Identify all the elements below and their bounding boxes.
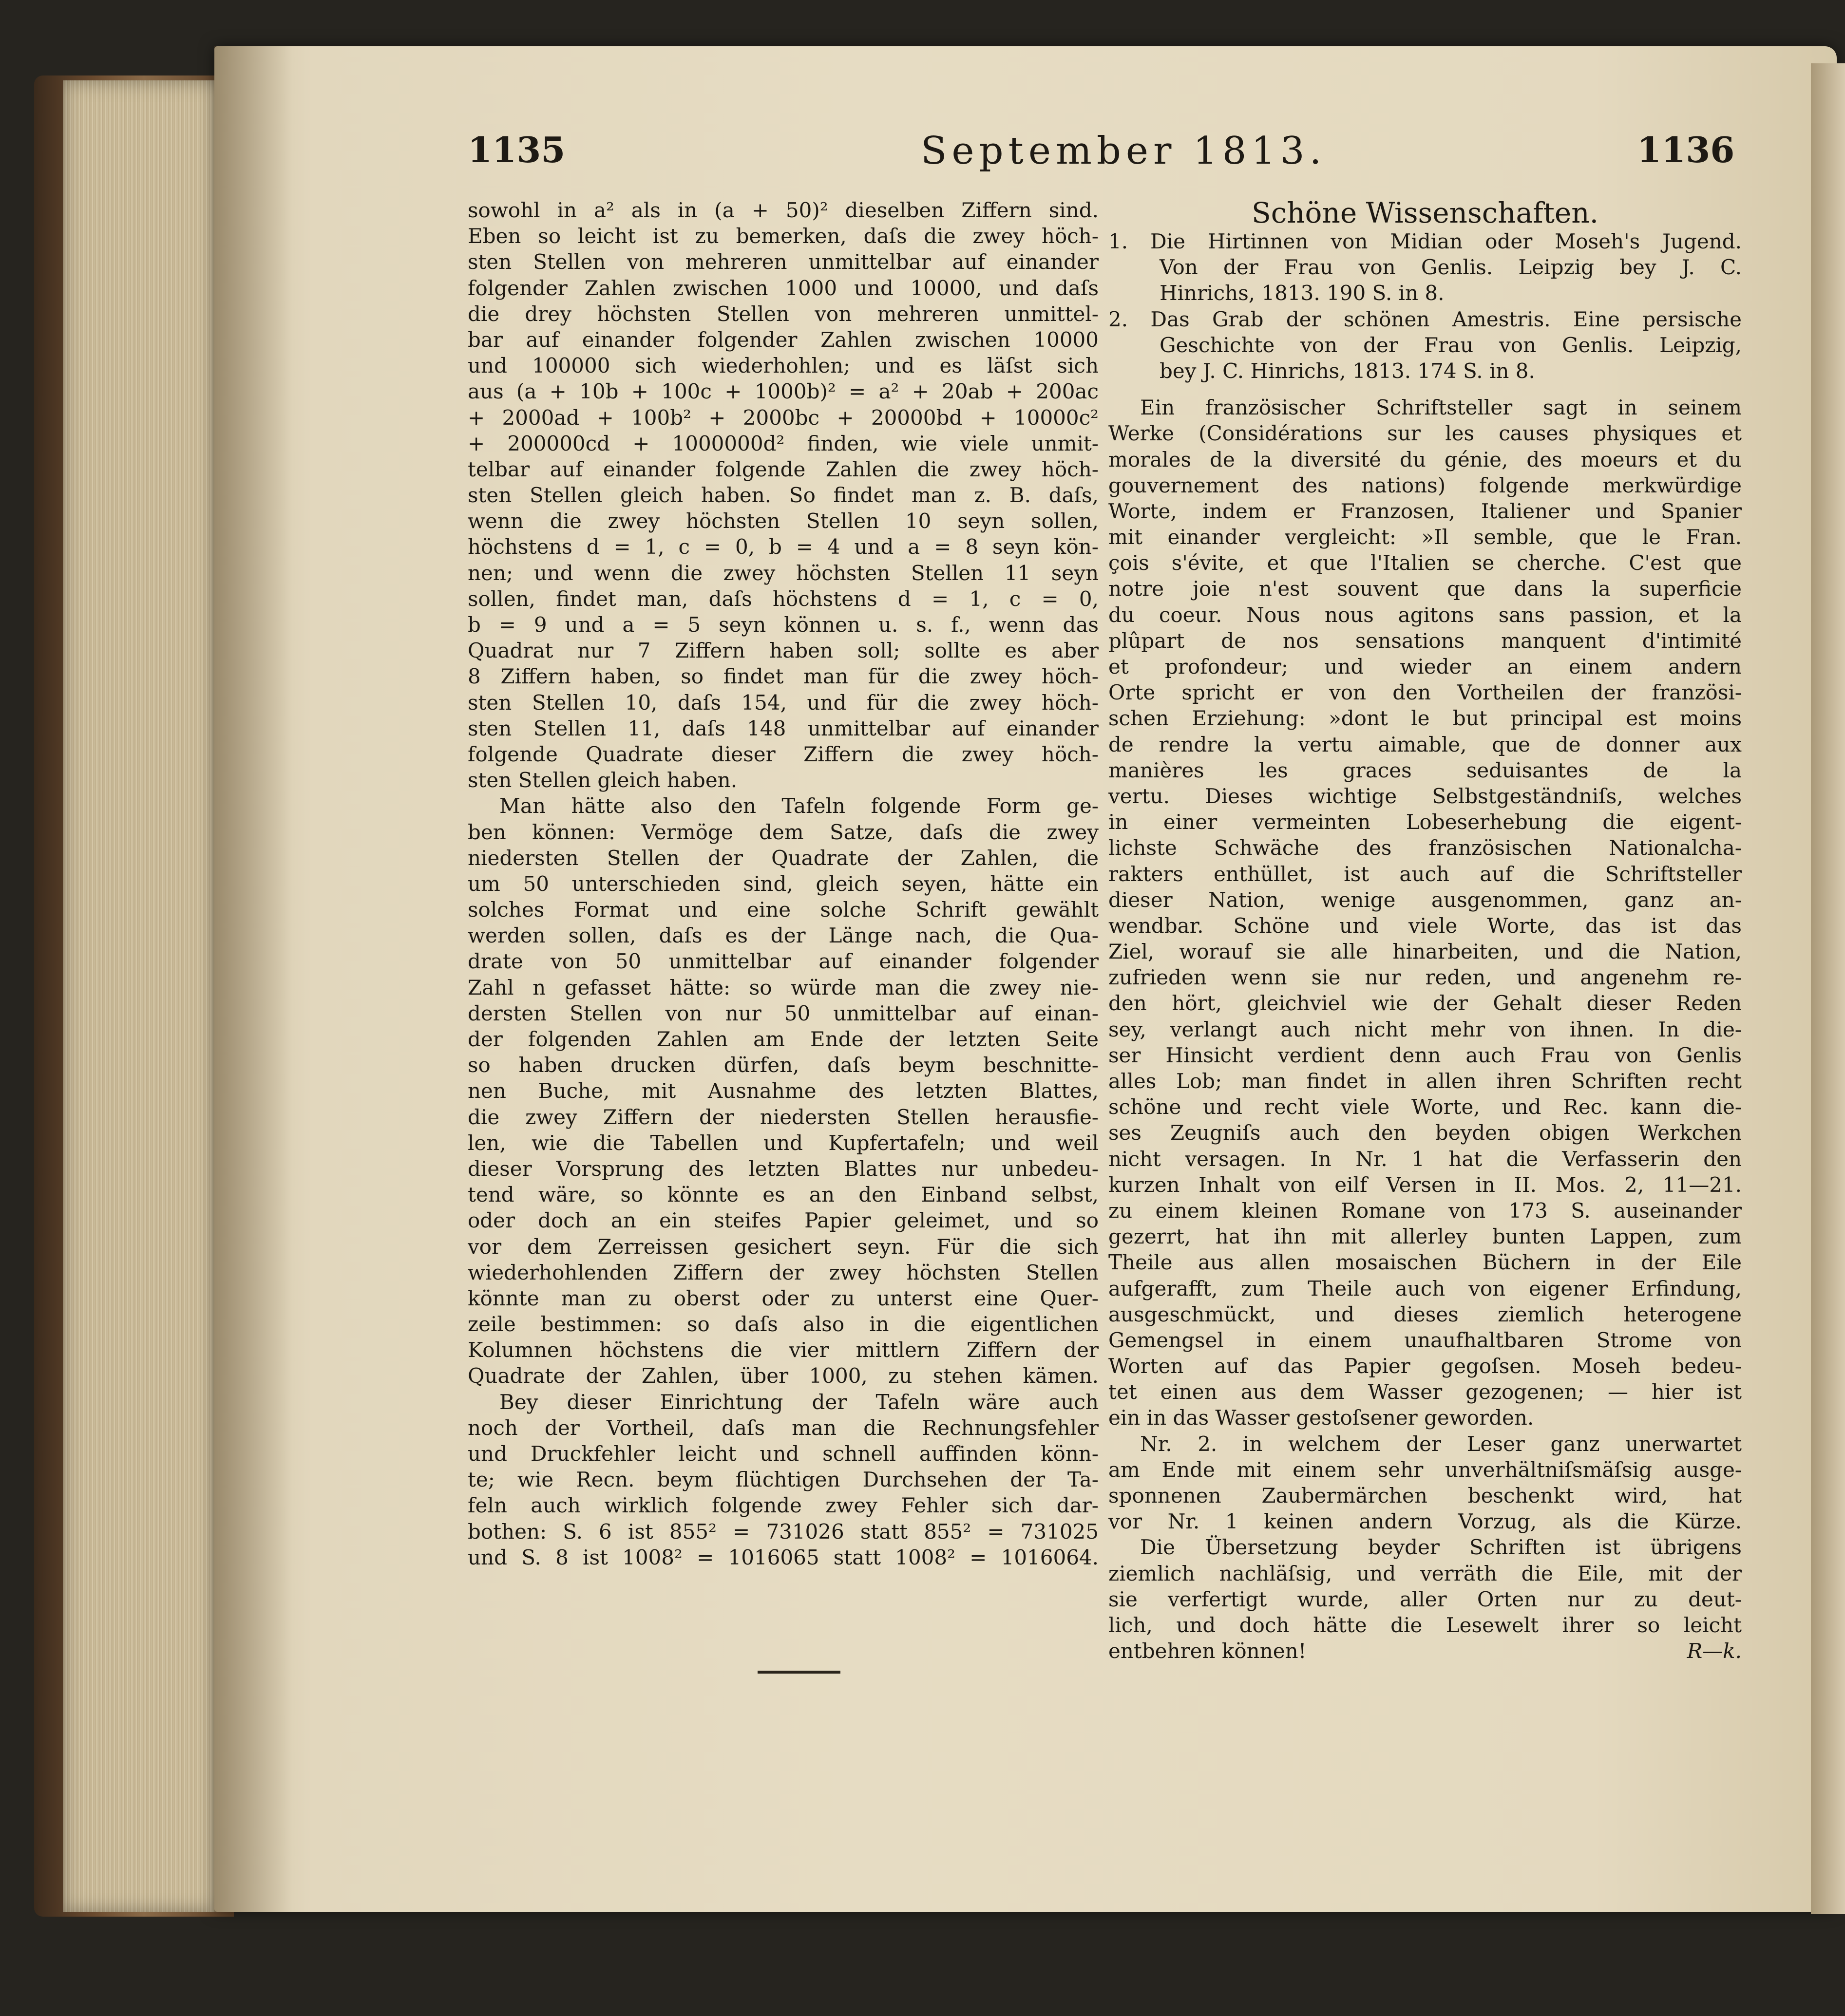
text-line: aus (a + 10b + 100c + 1000b)² = a² + 20ab + 200ac: [468, 379, 1099, 404]
text-line: sie verfertigt wurde, aller Orten nur zu deut-: [1108, 1587, 1742, 1611]
text-line: Eben so leicht ist zu bemerken, daſs die zwey höch-: [468, 224, 1099, 248]
text-line: wendbar. Schöne und viele Worte, das ist das: [1108, 913, 1742, 938]
text-line: kurzen Inhalt von eilf Versen in II. Mos. 2, 11—21.: [1108, 1172, 1742, 1197]
text-line: ziemlich nachläſsig, und verräth die Eile, mit der: [1108, 1561, 1742, 1585]
text-line: ben können: Vermöge dem Satze, daſs die zwey: [468, 820, 1099, 844]
text-line: len, wie die Tabellen und Kupfertafeln; und weil: [468, 1130, 1099, 1155]
text-line: und S. 8 ist 1008² = 1016065 statt 1008² = 1016064.: [468, 1545, 1099, 1569]
text-line: sponnenen Zaubermärchen beschenkt wird, hat: [1108, 1484, 1742, 1507]
text-line: lichste Schwäche des französischen Nationalcha-: [1108, 836, 1742, 860]
text-line: Quadrat nur 7 Ziffern haben soll; sollte es aber: [468, 639, 1099, 663]
text-line: zufrieden wenn sie nur reden, und angenehm re-: [1108, 965, 1742, 990]
text-line: der folgenden Zahlen am Ende der letzten Seite: [468, 1027, 1099, 1051]
text-line: in einer vermeinten Lobeserhebung die eigent-: [1108, 810, 1742, 834]
text-line: sowohl in a² als in (a + 50)² dieselben Ziffern sind.: [468, 198, 1099, 222]
text-line: sten Stellen 10, daſs 154, und für die zwey höch-: [468, 690, 1099, 715]
text-line: 8 Ziffern haben, so findet man für die zwey höch-: [468, 664, 1099, 689]
text-line: zu einem kleinen Romane von 173 S. auseinander: [1108, 1198, 1742, 1223]
text-line: oder doch an ein steifes Papier geleimet, und so: [468, 1208, 1099, 1233]
text-line: ses Zeugniſs auch den beyden obigen Werkchen: [1108, 1121, 1742, 1145]
text-line: du coeur. Nous nous agitons sans passion, et la: [1108, 603, 1742, 627]
text-line: + 2000ad + 100b² + 2000bc + 20000bd + 10000c²: [468, 405, 1099, 430]
text-line: dersten Stellen von nur 50 unmittelbar auf einan-: [468, 1001, 1099, 1025]
left-page-number: 1135: [468, 129, 566, 170]
running-header-title: September 1813.: [921, 129, 1327, 173]
text-line: vor Nr. 1 keinen andern Vorzug, als die Kürze.: [1108, 1509, 1742, 1534]
text-line: gouvernement des nations) folgende merkwürdige: [1108, 473, 1742, 497]
text-line: aufgerafft, zum Theile auch von eigener Erfindung,: [1108, 1276, 1742, 1300]
text-line: nicht versagen. In Nr. 1 hat die Verfasserin den: [1108, 1147, 1742, 1171]
text-line: schen Erziehung: »dont le but principal est moins: [1108, 706, 1742, 731]
text-line: wiederhohlenden Ziffern der zwey höchsten Stellen: [468, 1260, 1099, 1284]
text-line: bothen: S. 6 ist 855² = 731026 statt 855² = 731025: [468, 1519, 1099, 1544]
text-line: höchstens d = 1, c = 0, b = 4 und a = 8 seyn kön-: [468, 535, 1099, 559]
text-line: vertu. Dieses wichtige Selbstgeständniſs, welches: [1108, 784, 1742, 808]
text-line: bar auf einander folgender Zahlen zwischen 10000: [468, 327, 1099, 352]
text-line: und Druckfehler leicht und schnell auffinden könn-: [468, 1442, 1099, 1466]
text-line: die drey höchsten Stellen von mehreren unmittel-: [468, 301, 1099, 326]
text-line: de rendre la vertu aimable, que de donner aux: [1108, 732, 1742, 756]
text-line: notre joie n'est souvent que dans la superficie: [1108, 577, 1742, 601]
text-line: vor dem Zerreissen gesichert seyn. Für die sich: [468, 1234, 1099, 1259]
text-line: den hört, gleichviel wie der Gehalt dieser Reden: [1108, 991, 1742, 1016]
text-line: Die Übersetzung beyder Schriften ist übrigens: [1140, 1535, 1742, 1560]
text-line: + 200000cd + 1000000d² finden, wie viele unmit-: [468, 431, 1099, 455]
text-line: Man hätte also den Tafeln folgende Form ge-: [499, 794, 1099, 818]
text-line: 2. Das Grab der schönen Amestris. Eine persische: [1108, 307, 1742, 331]
text-line: Worte, indem er Franzosen, Italiener und Spanier: [1108, 499, 1742, 523]
text-line: Bey dieser Einrichtung der Tafeln wäre auch: [499, 1390, 1099, 1414]
review-signature: R—k.: [1687, 1639, 1742, 1663]
page-stack-edge: [63, 80, 229, 1912]
text-line: telbar auf einander folgende Zahlen die zwey höch-: [468, 457, 1099, 481]
section-title: Schöne Wissenschaften.: [1251, 196, 1599, 229]
text-line: bey J. C. Hinrichs, 1813. 174 S. in 8.: [1160, 358, 1535, 383]
text-line: Geschichte von der Frau von Genlis. Leipzig,: [1160, 333, 1742, 357]
text-line: solches Format und eine solche Schrift gewählt: [468, 898, 1099, 922]
text-line: könnte man zu oberst oder zu unterst eine Quer-: [468, 1286, 1099, 1310]
text-line: so haben drucken dürfen, daſs beym beschnitte-: [468, 1053, 1099, 1077]
text-line: sten Stellen 11, daſs 148 unmittelbar auf einander: [468, 716, 1099, 740]
next-page-edge: [1811, 63, 1845, 1914]
text-line: ser Hinsicht verdient denn auch Frau von Genlis: [1108, 1043, 1742, 1067]
text-line: Von der Frau von Genlis. Leipzig bey J. C.: [1160, 255, 1742, 280]
text-line: dieser Vorsprung des letzten Blattes nur unbedeu-: [468, 1156, 1099, 1181]
text-line: tend wäre, so könnte es an den Einband selbst,: [468, 1183, 1099, 1207]
right-page-number: 1136: [1637, 129, 1735, 170]
text-line: sollen, findet man, daſs höchstens d = 1, c = 0,: [468, 586, 1099, 611]
text-line: ausgeschmückt, und dieses ziemlich heterogene: [1108, 1302, 1742, 1326]
text-line: schöne und recht viele Worte, und Rec. kann die-: [1108, 1095, 1742, 1119]
text-line: entbehren können!: [1108, 1639, 1307, 1663]
text-line: nen Buche, mit Ausnahme des letzten Blattes,: [468, 1079, 1099, 1103]
text-line: gezerrt, hat ihn mit allerley bunten Lappen, zum: [1108, 1225, 1742, 1249]
text-line: Quadrate der Zahlen, über 1000, zu stehen kämen.: [468, 1364, 1099, 1388]
text-line: te; wie Recn. beym flüchtigen Durchsehen der Ta-: [468, 1468, 1099, 1492]
text-line: Kolumnen höchstens die vier mittlern Ziffern der: [468, 1338, 1099, 1362]
text-line: b = 9 und a = 5 seyn können u. s. f., wenn das: [468, 613, 1099, 637]
text-line: sten Stellen gleich haben.: [468, 768, 738, 792]
text-line: morales de la diversité du génie, des moeurs et du: [1108, 447, 1742, 471]
text-line: niedersten Stellen der Quadrate der Zahlen, die: [468, 846, 1099, 870]
text-line: plûpart de nos sensations manquent d'intimité: [1108, 628, 1742, 653]
section-end-rule: [758, 1671, 840, 1674]
text-line: çois s'évite, et que l'Italien se cherche. C'est que: [1108, 551, 1742, 575]
text-line: um 50 unterschieden sind, gleich seyen, hätte ein: [468, 871, 1099, 896]
book-entries: [1108, 228, 1742, 384]
text-line: folgende Quadrate dieser Ziffern die zwey höch-: [468, 742, 1099, 766]
text-line: sten Stellen gleich haben. So findet man z. B. daſs,: [468, 483, 1099, 508]
text-line: sey, verlangt auch nicht mehr von ihnen. In die-: [1108, 1017, 1742, 1041]
text-line: nen; und wenn die zwey höchsten Stellen 11 seyn: [468, 561, 1099, 585]
text-line: Theile aus allen mosaischen Büchern in der Eile: [1108, 1250, 1742, 1275]
text-line: Ziel, worauf sie alle hinarbeiten, und die Nation,: [1108, 940, 1742, 964]
text-line: 1. Die Hirtinnen von Midian oder Moseh's Jugend.: [1108, 229, 1742, 253]
text-line: Ein französischer Schriftsteller sagt in seinem: [1140, 396, 1742, 420]
text-line: dieser Nation, wenige ausgenommen, ganz an-: [1108, 887, 1742, 912]
text-line: am Ende mit einem sehr unverhältniſsmäſsig ausge-: [1108, 1457, 1742, 1482]
text-line: manières les graces seduisantes de la: [1108, 758, 1742, 782]
text-line: die zwey Ziffern der niedersten Stellen herausfie-: [468, 1105, 1099, 1129]
text-line: tet einen aus dem Wasser gezogenen; — hier ist: [1108, 1380, 1742, 1404]
text-line: werden sollen, daſs es der Länge nach, die Qua-: [468, 923, 1099, 948]
text-line: Zahl n gefasset hätte: so würde man die zwey nie-: [468, 975, 1099, 999]
text-line: sten Stellen von mehreren unmittelbar auf einander: [468, 250, 1099, 274]
page-gutter-shadow: [214, 46, 292, 1912]
text-line: feln auch wirklich folgende zwey Fehler sich dar-: [468, 1493, 1099, 1518]
text-line: Hinrichs, 1813. 190 S. in 8.: [1160, 281, 1445, 305]
text-line: alles Lob; man findet in allen ihren Schriften recht: [1108, 1069, 1742, 1093]
text-line: Werke (Considérations sur les causes physiques et: [1108, 421, 1742, 446]
text-line: Orte spricht er von den Vortheilen der französi-: [1108, 680, 1742, 705]
left-text-column: [468, 197, 1099, 1570]
text-line: zeile bestimmen: so daſs also in die eigentlichen: [468, 1312, 1099, 1337]
text-line: et profondeur; und wieder an einem andern: [1108, 655, 1742, 678]
text-line: Gemengsel in einem unaufhaltbaren Strome von: [1108, 1328, 1742, 1352]
text-line: mit einander vergleicht: »Il semble, que le Fran.: [1108, 525, 1742, 549]
text-line: drate von 50 unmittelbar auf einander folgender: [468, 949, 1099, 974]
text-line: noch der Vortheil, daſs man die Rechnungsfehler: [468, 1415, 1099, 1440]
text-line: folgender Zahlen zwischen 1000 und 10000, und daſs: [468, 276, 1099, 300]
text-line: lich, und doch hätte die Lesewelt ihrer so leicht: [1108, 1613, 1742, 1637]
text-line: wenn die zwey höchsten Stellen 10 seyn sollen,: [468, 509, 1099, 533]
text-line: ein in das Wasser gestoſsener geworden.: [1108, 1406, 1534, 1430]
review-body: [1108, 395, 1742, 1664]
text-line: rakters enthüllet, ist auch auf die Schriftsteller: [1108, 862, 1742, 886]
text-line: Nr. 2. in welchem der Leser ganz unerwartet: [1140, 1432, 1742, 1456]
text-line: Worten auf das Papier gegoſsen. Moseh bedeu-: [1108, 1354, 1742, 1378]
text-line: und 100000 sich wiederhohlen; und es läſst sich: [468, 354, 1099, 378]
right-text-column: [1108, 197, 1742, 1664]
